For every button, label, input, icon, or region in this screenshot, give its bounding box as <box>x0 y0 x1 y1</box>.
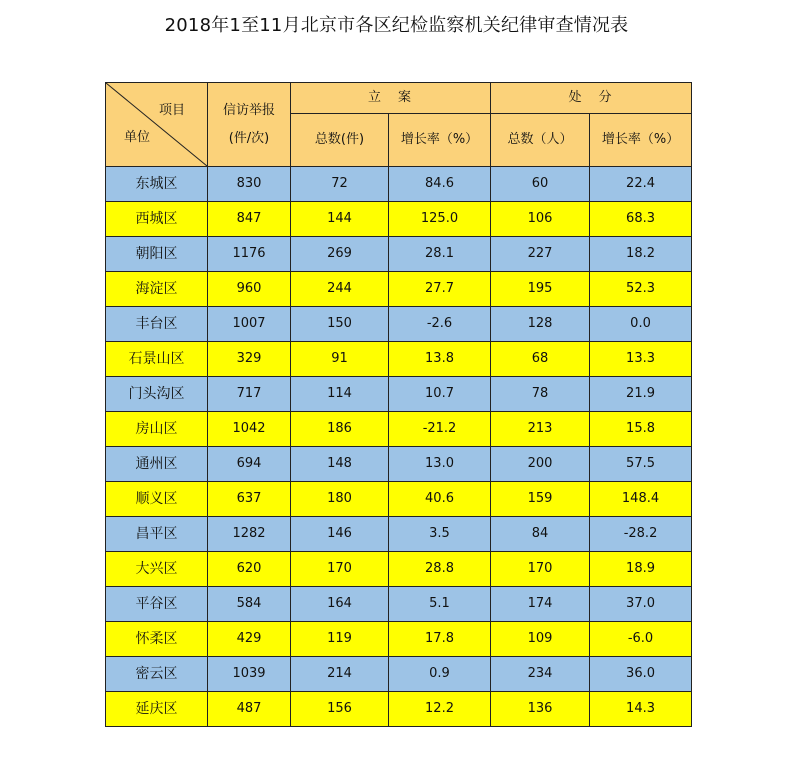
punish-growth-cell: 18.2 <box>590 237 692 272</box>
region-cell: 海淀区 <box>106 272 208 307</box>
case-total-cell: 244 <box>291 272 389 307</box>
petition-cell: 487 <box>208 692 291 727</box>
petition-header <box>208 83 291 167</box>
punish-growth-cell: 22.4 <box>590 167 692 202</box>
punish-growth-header: 增长率（%） <box>590 114 692 167</box>
case-growth-cell: 0.9 <box>389 657 491 692</box>
table-row <box>106 167 692 202</box>
punish-total-cell: 195 <box>491 272 590 307</box>
header-row-1 <box>106 83 692 114</box>
corner-header-cell <box>106 83 208 167</box>
petition-cell: 429 <box>208 622 291 657</box>
punish-growth-cell: -28.2 <box>590 517 692 552</box>
region-cell: 东城区 <box>106 167 208 202</box>
punish-growth-cell: 68.3 <box>590 202 692 237</box>
region-cell: 密云区 <box>106 657 208 692</box>
punish-total-cell: 68 <box>491 342 590 377</box>
case-total-cell: 180 <box>291 482 389 517</box>
case-total-cell: 269 <box>291 237 389 272</box>
punish-total-cell: 234 <box>491 657 590 692</box>
table-row <box>106 622 692 657</box>
punish-total-cell: 227 <box>491 237 590 272</box>
petition-cell: 1176 <box>208 237 291 272</box>
punish-total-cell: 174 <box>491 587 590 622</box>
punish-total-cell: 84 <box>491 517 590 552</box>
case-total-cell: 164 <box>291 587 389 622</box>
punish-growth-cell: -6.0 <box>590 622 692 657</box>
table-body <box>106 167 692 727</box>
punish-total-cell: 159 <box>491 482 590 517</box>
case-growth-cell: -21.2 <box>389 412 491 447</box>
table-row <box>106 517 692 552</box>
punish-growth-cell: 36.0 <box>590 657 692 692</box>
region-cell: 平谷区 <box>106 587 208 622</box>
petition-cell: 830 <box>208 167 291 202</box>
diagonal-line <box>106 83 207 166</box>
region-cell: 石景山区 <box>106 342 208 377</box>
region-cell: 顺义区 <box>106 482 208 517</box>
petition-cell: 1042 <box>208 412 291 447</box>
petition-cell: 637 <box>208 482 291 517</box>
punish-total-cell: 170 <box>491 552 590 587</box>
punish-total-cell: 106 <box>491 202 590 237</box>
region-cell: 通州区 <box>106 447 208 482</box>
petition-cell: 620 <box>208 552 291 587</box>
case-total-cell: 91 <box>291 342 389 377</box>
corner-item-label: 项目 <box>158 103 185 118</box>
punish-growth-cell: 13.3 <box>590 342 692 377</box>
petition-cell: 1007 <box>208 307 291 342</box>
punish-growth-cell: 57.5 <box>590 447 692 482</box>
case-growth-cell: 84.6 <box>389 167 491 202</box>
case-growth-cell: 27.7 <box>389 272 491 307</box>
region-cell: 房山区 <box>106 412 208 447</box>
case-growth-cell: 13.0 <box>389 447 491 482</box>
page-title: 2018年1至11月北京市各区纪检监察机关纪律审查情况表 <box>164 15 629 36</box>
region-cell: 西城区 <box>106 202 208 237</box>
table-row <box>106 447 692 482</box>
petition-cell: 1282 <box>208 517 291 552</box>
case-total-cell: 170 <box>291 552 389 587</box>
punish-growth-cell: 18.9 <box>590 552 692 587</box>
case-total-header: 总数(件) <box>291 114 389 167</box>
punish-group-header: 处 分 <box>491 83 692 114</box>
table-row <box>106 692 692 727</box>
punish-total-cell: 78 <box>491 377 590 412</box>
petition-cell: 584 <box>208 587 291 622</box>
table-row <box>106 412 692 447</box>
table-row <box>106 272 692 307</box>
table-row <box>106 587 692 622</box>
punish-total-header: 总数（人） <box>491 114 590 167</box>
punish-growth-cell: 14.3 <box>590 692 692 727</box>
region-cell: 昌平区 <box>106 517 208 552</box>
case-total-cell: 150 <box>291 307 389 342</box>
punish-growth-cell: 37.0 <box>590 587 692 622</box>
punish-total-cell: 213 <box>491 412 590 447</box>
case-total-cell: 119 <box>291 622 389 657</box>
case-growth-header: 增长率（%） <box>389 114 491 167</box>
punish-total-cell: 200 <box>491 447 590 482</box>
table-row <box>106 307 692 342</box>
petition-header-line1: 信访举报 <box>222 102 275 118</box>
case-total-cell: 114 <box>291 377 389 412</box>
table-row <box>106 342 692 377</box>
case-growth-cell: 17.8 <box>389 622 491 657</box>
table-row <box>106 237 692 272</box>
petition-cell: 717 <box>208 377 291 412</box>
case-total-cell: 186 <box>291 412 389 447</box>
case-group-header: 立 案 <box>291 83 491 114</box>
case-growth-cell: 10.7 <box>389 377 491 412</box>
case-total-cell: 148 <box>291 447 389 482</box>
table-row <box>106 377 692 412</box>
punish-growth-cell: 52.3 <box>590 272 692 307</box>
case-growth-cell: 13.8 <box>389 342 491 377</box>
petition-cell: 1039 <box>208 657 291 692</box>
petition-header-line2: (件/次) <box>228 130 270 146</box>
punish-total-cell: 109 <box>491 622 590 657</box>
case-growth-cell: -2.6 <box>389 307 491 342</box>
review-table <box>105 82 692 727</box>
punish-growth-cell: 15.8 <box>590 412 692 447</box>
region-cell: 朝阳区 <box>106 237 208 272</box>
petition-cell: 329 <box>208 342 291 377</box>
petition-cell: 847 <box>208 202 291 237</box>
region-cell: 大兴区 <box>106 552 208 587</box>
table-row <box>106 552 692 587</box>
punish-growth-cell: 21.9 <box>590 377 692 412</box>
case-growth-cell: 12.2 <box>389 692 491 727</box>
case-total-cell: 144 <box>291 202 389 237</box>
punish-total-cell: 60 <box>491 167 590 202</box>
punish-total-cell: 128 <box>491 307 590 342</box>
case-total-cell: 156 <box>291 692 389 727</box>
region-cell: 门头沟区 <box>106 377 208 412</box>
punish-growth-cell: 148.4 <box>590 482 692 517</box>
case-growth-cell: 40.6 <box>389 482 491 517</box>
case-total-cell: 214 <box>291 657 389 692</box>
case-growth-cell: 3.5 <box>389 517 491 552</box>
region-cell: 怀柔区 <box>106 622 208 657</box>
case-growth-cell: 125.0 <box>389 202 491 237</box>
corner-unit-label: 单位 <box>124 130 151 145</box>
region-cell: 丰台区 <box>106 307 208 342</box>
petition-cell: 694 <box>208 447 291 482</box>
table-row <box>106 482 692 517</box>
case-growth-cell: 5.1 <box>389 587 491 622</box>
table-row <box>106 202 692 237</box>
region-cell: 延庆区 <box>106 692 208 727</box>
punish-growth-cell: 0.0 <box>590 307 692 342</box>
case-total-cell: 72 <box>291 167 389 202</box>
petition-cell: 960 <box>208 272 291 307</box>
case-total-cell: 146 <box>291 517 389 552</box>
table-row <box>106 657 692 692</box>
case-growth-cell: 28.1 <box>389 237 491 272</box>
case-growth-cell: 28.8 <box>389 552 491 587</box>
punish-total-cell: 136 <box>491 692 590 727</box>
